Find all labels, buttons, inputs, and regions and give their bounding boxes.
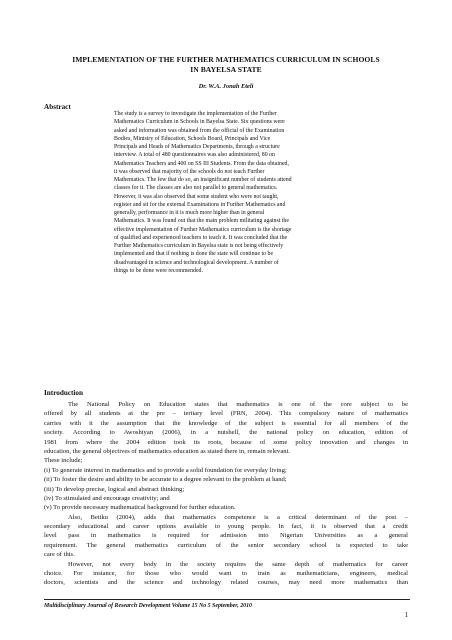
- abstract-line: it was observed that majority of the schools do not teach Further: [114, 168, 265, 175]
- abstract-line: Bodies, Ministry of Education, Schools Board, Principals and Vice: [114, 135, 271, 142]
- body-line: doctors, scientists and the science and technology related courses, may need more mathematics than: [44, 579, 408, 587]
- abstract-heading: Abstract: [44, 103, 71, 111]
- body-line: The National Policy on Education states that mathematics is one of the core subject to be: [68, 401, 408, 408]
- introduction-body: [44, 400, 408, 588]
- body-line: level pass in mathematics is required for admission into Nigerian Universities as a general: [44, 532, 408, 540]
- list-item: (ii) To foster the desire and ability to be accurate to a degree relevant to the problem at hand;: [44, 476, 287, 484]
- abstract-line: Mathematics. The few that do so, an insignificant number of students attend: [114, 177, 292, 183]
- journal-footer: [44, 599, 410, 610]
- abstract-line: interview. A total of 480 questionnaires was also administered, 80 on: [114, 152, 275, 159]
- abstract-line: disadvantaged in science and technological development. A number of: [114, 259, 279, 266]
- list-item: (i) To generate interest in mathematics and to provide a solid foundation for everyday living;: [44, 466, 287, 474]
- abstract-line: Mathematics Curriculum in Schools in Bayelsa State. Six questions were: [114, 119, 285, 126]
- body-line: requirement. The general mathematics curriculum of the senior secondary school is expected to take: [44, 541, 408, 549]
- abstract-line: implemented and that if nothing is done the state will continue to be: [114, 251, 274, 258]
- list-item: (v) To provide necessary mathematical background for further education.: [44, 504, 236, 512]
- abstract-line: generally, performance in it is much more higher than in general: [114, 210, 265, 216]
- abstract-line: asked and information was obtained from the official of the Examination: [114, 127, 285, 134]
- body-line: choice. For instance, for those who would want to train as mathematicians, engineers, medical: [44, 570, 408, 578]
- body-line: However, not every body in the society requires the same depth of mathematics for career: [68, 560, 408, 568]
- footer-citation: Multidisciplinary Journal of Research Development Volume 15 No 5 September, 2010: [44, 603, 252, 609]
- body-line: 1981 from where the 2004 edition took its roots, because of some policy innovation and changes in: [44, 438, 408, 446]
- abstract-line: register and sit for the external Examinations in Further Mathematics and: [114, 201, 286, 208]
- body-line: society. According to Awoshiyan (2006), in a nutshell, the national policy on education, edition of: [44, 429, 408, 437]
- introduction-heading: Introduction: [44, 389, 84, 397]
- abstract-line: Mathematics Teachers and 400 on SS III Students. From the data obtained,: [114, 160, 289, 167]
- title-line-1: IMPLEMENTATION OF THE FURTHER MATHEMATICS CURRICULUM IN SCHOOLS: [72, 55, 380, 64]
- body-line: education, the general objectives of mathematics education as stated there in, remain relevant.: [44, 447, 290, 455]
- abstract-line: things to be done were recommended.: [114, 267, 203, 274]
- body-line: Also, Betiku (2004), adds that mathematics competence is a critical determinant of the post –: [68, 513, 408, 521]
- abstract-line: classes for it. The classes are also not parallel to general mathematics.: [114, 185, 278, 192]
- body-line: care of this.: [44, 551, 75, 559]
- page-number: 1: [404, 611, 408, 619]
- list-item: (iii) To develop precise, logical and abstract thinking;: [44, 485, 185, 493]
- abstract-line: Principals and Heads of Mathematics Departments, through a structure: [114, 144, 280, 150]
- abstract-line: The study is a survey to investigate the implementation of the Further: [114, 111, 277, 117]
- body-line: These include;: [44, 457, 83, 465]
- abstract-line: However, it was also observed that some student who were not taught,: [114, 193, 279, 200]
- author-name: Dr. W.A. Jonah Eteli: [198, 83, 254, 90]
- list-item: (iv) To stimulated and encourage creativity; and: [44, 494, 170, 502]
- abstract-line: effective implementation of Further Mathematics curriculum is the shortage: [114, 226, 292, 233]
- abstract-line: of qualified and experienced teachers to teach it. It was concluded that the: [114, 234, 288, 241]
- abstract-line: Further Mathematics curriculum in Bayelsa state is not being effectively: [114, 243, 284, 249]
- body-line: secondary educational and career options available to young people. In fact, it is observed that a credit: [44, 523, 408, 531]
- body-line: carries with it the assumption that the knowledge of the subject is essential for all members of the: [44, 419, 408, 427]
- abstract-line: Mathematics. It was found out that the main problem militating against the: [114, 218, 289, 225]
- title-line-2: IN BAYELSA STATE: [190, 65, 262, 74]
- paper-title: [60, 55, 392, 75]
- body-line: offered by all students at the pre – tertiary level (FRN, 2004). This compulsory nature of mathematics: [44, 410, 408, 418]
- abstract-text: [114, 110, 406, 275]
